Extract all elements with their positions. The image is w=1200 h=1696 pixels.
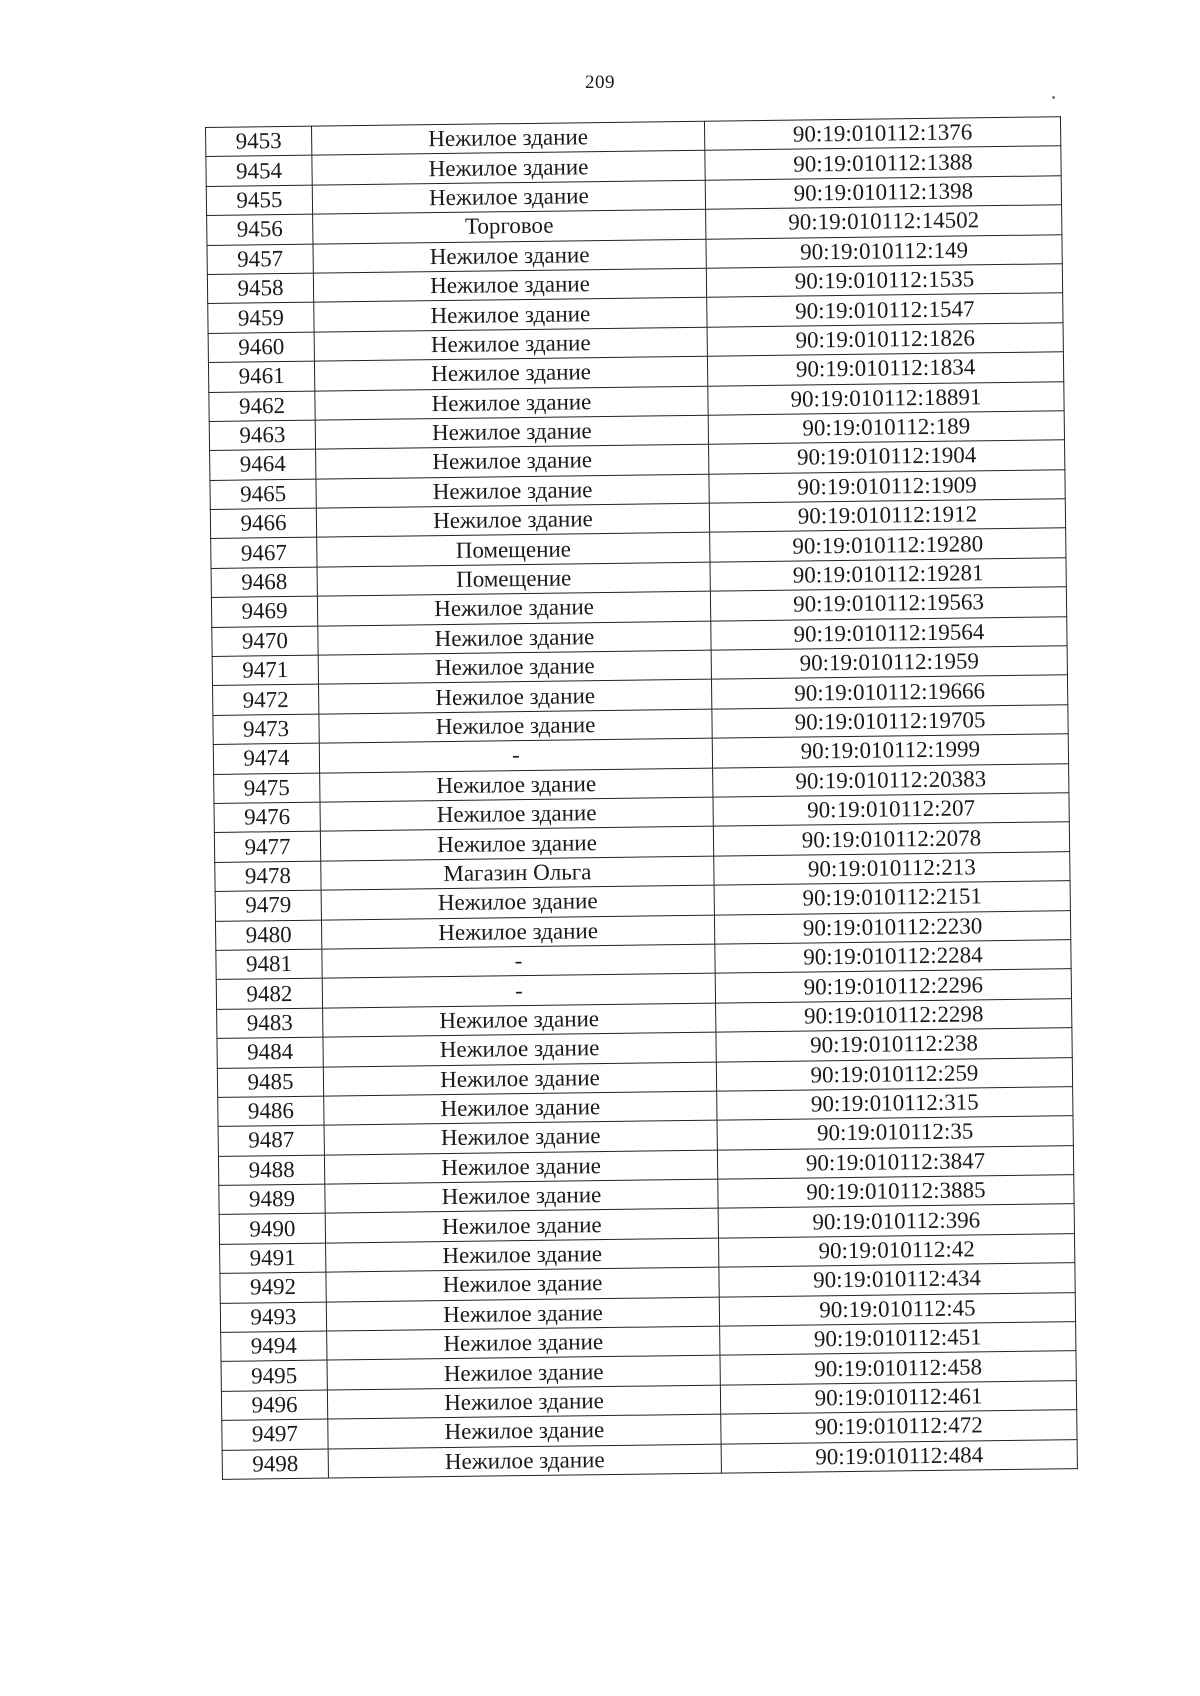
object-name-cell: Нежилое здание bbox=[314, 298, 707, 332]
cadastral-number-cell: 90:19:010112:19563 bbox=[710, 587, 1066, 621]
object-name-cell: Нежилое здание bbox=[324, 1091, 717, 1125]
row-number-cell: 9457 bbox=[207, 244, 313, 275]
object-name-cell: Нежилое здание bbox=[325, 1179, 718, 1213]
object-name-cell: Нежилое здание bbox=[328, 1414, 721, 1448]
row-number-cell: 9475 bbox=[214, 773, 320, 804]
object-name-cell: - bbox=[322, 973, 715, 1007]
row-number-cell: 9479 bbox=[215, 890, 321, 921]
cadastral-number-cell: 90:19:010112:35 bbox=[717, 1116, 1073, 1150]
cadastral-number-cell: 90:19:010112:42 bbox=[719, 1234, 1075, 1268]
object-name-cell: Нежилое здание bbox=[323, 1003, 716, 1037]
object-name-cell: Нежилое здание bbox=[327, 1326, 720, 1360]
object-name-cell: Нежилое здание bbox=[326, 1267, 719, 1301]
row-number-cell: 9491 bbox=[220, 1243, 326, 1274]
object-name-cell: Нежилое здание bbox=[312, 180, 705, 214]
object-name-cell: Нежилое здание bbox=[320, 797, 713, 831]
cadastral-number-cell: 90:19:010112:3847 bbox=[717, 1145, 1073, 1179]
object-name-cell: Нежилое здание bbox=[325, 1209, 718, 1243]
cadastral-number-cell: 90:19:010112:1912 bbox=[709, 499, 1065, 533]
cadastral-number-cell: 90:19:010112:434 bbox=[719, 1263, 1075, 1297]
object-name-cell: Нежилое здание bbox=[317, 591, 710, 625]
row-number-cell: 9469 bbox=[211, 596, 317, 627]
cadastral-number-cell: 90:19:010112:149 bbox=[706, 234, 1062, 268]
object-name-cell: Нежилое здание bbox=[319, 680, 712, 714]
registry-sheet bbox=[205, 116, 1077, 1480]
object-name-cell: Нежилое здание bbox=[311, 121, 704, 155]
row-number-cell: 9472 bbox=[213, 685, 319, 716]
row-number-cell: 9467 bbox=[211, 538, 317, 569]
row-number-cell: 9495 bbox=[221, 1360, 327, 1391]
cadastral-number-cell: 90:19:010112:315 bbox=[717, 1087, 1073, 1121]
object-name-cell: Помещение bbox=[317, 533, 710, 567]
cadastral-number-cell: 90:19:010112:2230 bbox=[714, 910, 1070, 944]
object-name-cell: Нежилое здание bbox=[320, 827, 713, 861]
row-number-cell: 9470 bbox=[212, 626, 318, 657]
cadastral-number-cell: 90:19:010112:472 bbox=[721, 1410, 1077, 1444]
cadastral-number-cell: 90:19:010112:1826 bbox=[707, 322, 1063, 356]
cadastral-number-cell: 90:19:010112:451 bbox=[720, 1322, 1076, 1356]
cadastral-number-cell: 90:19:010112:2151 bbox=[714, 881, 1070, 915]
cadastral-number-cell: 90:19:010112:19666 bbox=[711, 675, 1067, 709]
row-number-cell: 9458 bbox=[207, 273, 313, 304]
row-number-cell: 9471 bbox=[212, 655, 318, 686]
row-number-cell: 9476 bbox=[214, 802, 320, 833]
object-name-cell: Нежилое здание bbox=[327, 1385, 720, 1419]
row-number-cell: 9486 bbox=[218, 1096, 324, 1127]
row-number-cell: 9466 bbox=[210, 508, 316, 539]
cadastral-number-cell: 90:19:010112:1959 bbox=[711, 646, 1067, 680]
cadastral-number-cell: 90:19:010112:19705 bbox=[712, 705, 1068, 739]
row-number-cell: 9464 bbox=[210, 449, 316, 480]
object-name-cell: Нежилое здание bbox=[323, 1062, 716, 1096]
object-name-cell: Нежилое здание bbox=[313, 239, 706, 273]
row-number-cell: 9493 bbox=[220, 1302, 326, 1333]
cadastral-number-cell: 90:19:010112:1535 bbox=[706, 264, 1062, 298]
row-number-cell: 9473 bbox=[213, 714, 319, 745]
object-name-cell: Нежилое здание bbox=[315, 386, 708, 420]
cadastral-number-cell: 90:19:010112:1834 bbox=[707, 352, 1063, 386]
object-name-cell: Нежилое здание bbox=[327, 1356, 720, 1390]
row-number-cell: 9465 bbox=[210, 479, 316, 510]
cadastral-number-cell: 90:19:010112:238 bbox=[716, 1028, 1072, 1062]
cadastral-number-cell: 90:19:010112:396 bbox=[718, 1204, 1074, 1238]
cadastral-number-cell: 90:19:010112:19281 bbox=[710, 558, 1066, 592]
row-number-cell: 9481 bbox=[216, 949, 322, 980]
cadastral-number-cell: 90:19:010112:18891 bbox=[708, 381, 1064, 415]
row-number-cell: 9497 bbox=[222, 1419, 328, 1450]
cadastral-number-cell: 90:19:010112:1376 bbox=[704, 117, 1060, 151]
cadastral-number-cell: 90:19:010112:458 bbox=[720, 1351, 1076, 1385]
cadastral-number-cell: 90:19:010112:1398 bbox=[705, 176, 1061, 210]
object-name-cell: Нежилое здание bbox=[328, 1444, 721, 1478]
cadastral-number-cell: 90:19:010112:19564 bbox=[711, 616, 1067, 650]
cadastral-number-cell: 90:19:010112:3885 bbox=[718, 1175, 1074, 1209]
row-number-cell: 9484 bbox=[217, 1037, 323, 1068]
cadastral-number-cell: 90:19:010112:1904 bbox=[709, 440, 1065, 474]
cadastral-number-cell: 90:19:010112:207 bbox=[713, 793, 1069, 827]
cadastral-number-cell: 90:19:010112:2296 bbox=[715, 969, 1071, 1003]
row-number-cell: 9454 bbox=[206, 156, 312, 187]
cadastral-number-cell: 90:19:010112:1388 bbox=[705, 146, 1061, 180]
row-number-cell: 9490 bbox=[219, 1214, 325, 1245]
object-name-cell: Нежилое здание bbox=[314, 356, 707, 390]
cadastral-number-cell: 90:19:010112:1909 bbox=[709, 469, 1065, 503]
row-number-cell: 9474 bbox=[213, 743, 319, 774]
cadastral-number-cell: 90:19:010112:2078 bbox=[713, 822, 1069, 856]
cadastral-number-cell: 90:19:010112:2284 bbox=[715, 940, 1071, 974]
cadastral-number-cell: 90:19:010112:19280 bbox=[710, 528, 1066, 562]
row-number-cell: 9482 bbox=[216, 978, 322, 1009]
object-name-cell: Нежилое здание bbox=[318, 650, 711, 684]
row-number-cell: 9494 bbox=[221, 1331, 327, 1362]
object-name-cell: Нежилое здание bbox=[314, 327, 707, 361]
row-number-cell: 9459 bbox=[208, 302, 314, 333]
object-name-cell: Нежилое здание bbox=[321, 915, 714, 949]
registry-table-body bbox=[206, 117, 1078, 1480]
row-number-cell: 9455 bbox=[206, 185, 312, 216]
page-number: 209 bbox=[585, 72, 615, 93]
cadastral-number-cell: 90:19:010112:1547 bbox=[707, 293, 1063, 327]
row-number-cell: 9463 bbox=[209, 420, 315, 451]
object-name-cell: Нежилое здание bbox=[320, 768, 713, 802]
cadastral-number-cell: 90:19:010112:1999 bbox=[712, 734, 1068, 768]
row-number-cell: 9492 bbox=[220, 1272, 326, 1303]
row-number-cell: 9478 bbox=[215, 861, 321, 892]
row-number-cell: 9483 bbox=[217, 1008, 323, 1039]
cadastral-number-cell: 90:19:010112:14502 bbox=[706, 205, 1062, 239]
object-name-cell: Нежилое здание bbox=[326, 1297, 719, 1331]
row-number-cell: 9488 bbox=[218, 1155, 324, 1186]
row-number-cell: 9487 bbox=[218, 1125, 324, 1156]
object-name-cell: Нежилое здание bbox=[318, 621, 711, 655]
object-name-cell: - bbox=[319, 738, 712, 772]
object-name-cell: Нежилое здание bbox=[321, 885, 714, 919]
object-name-cell: Нежилое здание bbox=[323, 1032, 716, 1066]
row-number-cell: 9462 bbox=[209, 391, 315, 422]
object-name-cell: Торговое bbox=[313, 209, 706, 243]
object-name-cell: - bbox=[322, 944, 715, 978]
row-number-cell: 9485 bbox=[217, 1067, 323, 1098]
row-number-cell: 9489 bbox=[219, 1184, 325, 1215]
object-name-cell: Нежилое здание bbox=[324, 1150, 717, 1184]
cadastral-number-cell: 90:19:010112:259 bbox=[716, 1057, 1072, 1091]
row-number-cell: 9480 bbox=[215, 920, 321, 951]
registry-table bbox=[205, 116, 1078, 1480]
object-name-cell: Нежилое здание bbox=[326, 1238, 719, 1272]
object-name-cell: Нежилое здание bbox=[316, 474, 709, 508]
cadastral-number-cell: 90:19:010112:461 bbox=[720, 1380, 1076, 1414]
row-number-cell: 9496 bbox=[221, 1390, 327, 1421]
row-number-cell: 9498 bbox=[222, 1449, 328, 1480]
row-number-cell: 9461 bbox=[208, 361, 314, 392]
cadastral-number-cell: 90:19:010112:2298 bbox=[716, 998, 1072, 1032]
row-number-cell: 9477 bbox=[214, 831, 320, 862]
object-name-cell: Нежилое здание bbox=[315, 415, 708, 449]
object-name-cell: Нежилое здание bbox=[324, 1120, 717, 1154]
cadastral-number-cell: 90:19:010112:213 bbox=[714, 851, 1070, 885]
object-name-cell: Помещение bbox=[317, 562, 710, 596]
scan-speck bbox=[1052, 96, 1055, 99]
cadastral-number-cell: 90:19:010112:189 bbox=[708, 411, 1064, 445]
row-number-cell: 9468 bbox=[211, 567, 317, 598]
object-name-cell: Нежилое здание bbox=[316, 503, 709, 537]
cadastral-number-cell: 90:19:010112:45 bbox=[719, 1292, 1075, 1326]
object-name-cell: Магазин Ольга bbox=[321, 856, 714, 890]
object-name-cell: Нежилое здание bbox=[312, 151, 705, 185]
object-name-cell: Нежилое здание bbox=[319, 709, 712, 743]
object-name-cell: Нежилое здание bbox=[313, 268, 706, 302]
cadastral-number-cell: 90:19:010112:484 bbox=[721, 1439, 1077, 1473]
row-number-cell: 9456 bbox=[207, 214, 313, 245]
cadastral-number-cell: 90:19:010112:20383 bbox=[713, 763, 1069, 797]
row-number-cell: 9453 bbox=[206, 126, 312, 157]
row-number-cell: 9460 bbox=[208, 332, 314, 363]
object-name-cell: Нежилое здание bbox=[316, 444, 709, 478]
